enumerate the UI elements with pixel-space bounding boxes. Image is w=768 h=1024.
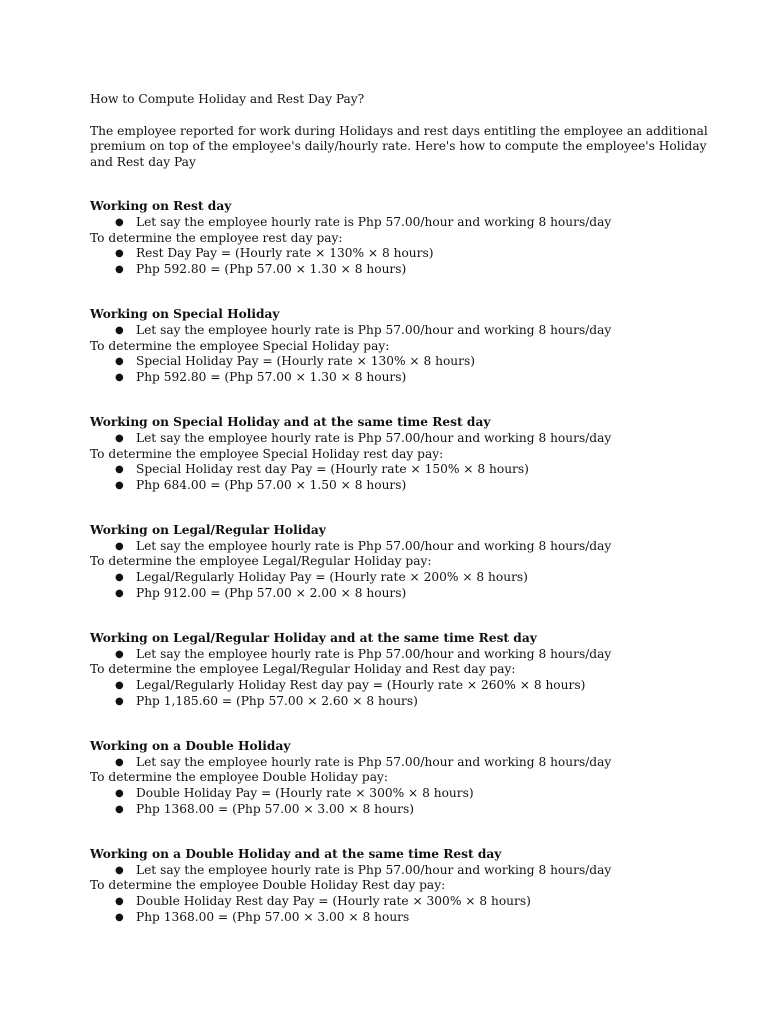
computation-text: Php 912.00 = (Php 57.00 × 2.00 × 8 hours) bbox=[136, 585, 407, 600]
determine-text: To determine the employee Double Holiday pay: bbox=[90, 770, 388, 785]
list-item bbox=[90, 786, 730, 802]
section-heading: Working on a Double Holiday and at the same time Rest day bbox=[90, 847, 502, 862]
assumption-text: Let say the employee hourly rate is Php 57.00/hour and working 8 hours/day bbox=[136, 430, 612, 445]
section-rest-day bbox=[90, 199, 730, 277]
bullet-list bbox=[90, 215, 730, 231]
bullet-icon: ● bbox=[115, 572, 124, 584]
list-item bbox=[90, 694, 730, 710]
formula-text: Double Holiday Rest day Pay = (Hourly rate × 300% × 8 hours) bbox=[136, 893, 531, 908]
document-page bbox=[90, 92, 730, 955]
section-heading: Working on Special Holiday and at the same time Rest day bbox=[90, 415, 491, 430]
bullet-icon: ● bbox=[115, 911, 124, 923]
bullet-list bbox=[90, 647, 730, 663]
determine-text: To determine the employee Special Holiday rest day pay: bbox=[90, 446, 444, 461]
formula-text: Special Holiday rest day Pay = (Hourly rate × 150% × 8 hours) bbox=[136, 462, 529, 477]
bullet-list bbox=[90, 323, 730, 339]
determine-text: To determine the employee Legal/Regular Holiday and Rest day pay: bbox=[90, 662, 516, 677]
list-item bbox=[90, 539, 730, 555]
bullet-list bbox=[90, 354, 730, 385]
computation-text: Php 1,185.60 = (Php 57.00 × 2.60 × 8 hours) bbox=[136, 693, 418, 708]
section-heading: Working on Rest day bbox=[90, 199, 232, 214]
determine-text: To determine the employee Special Holiday pay: bbox=[90, 338, 390, 353]
bullet-icon: ● bbox=[115, 371, 124, 383]
formula-text: Double Holiday Pay = (Hourly rate × 300% × 8 hours) bbox=[136, 786, 474, 800]
assumption-text: Let say the employee hourly rate is Php 57.00/hour and working 8 hours/day bbox=[136, 538, 612, 553]
bullet-list bbox=[90, 786, 730, 817]
bullet-icon: ● bbox=[115, 479, 124, 491]
section-heading: Working on Legal/Regular Holiday bbox=[90, 523, 326, 538]
determine-text: To determine the employee Legal/Regular Holiday pay: bbox=[90, 554, 432, 569]
list-item bbox=[90, 570, 730, 586]
section-special-holiday bbox=[90, 307, 730, 385]
list-item bbox=[90, 215, 730, 231]
section-legal-holiday bbox=[90, 523, 730, 601]
section-heading: Working on Legal/Regular Holiday and at the same time Rest day bbox=[90, 631, 537, 646]
section-legal-holiday-rest-day bbox=[90, 631, 730, 709]
section-double-holiday bbox=[90, 739, 730, 817]
list-item bbox=[90, 354, 730, 370]
list-item bbox=[90, 678, 730, 694]
assumption-text: Let say the employee hourly rate is Php 57.00/hour and working 8 hours/day bbox=[136, 754, 612, 769]
bullet-icon: ● bbox=[115, 803, 124, 815]
bullet-icon: ● bbox=[115, 648, 124, 660]
list-item bbox=[90, 647, 730, 663]
bullet-icon: ● bbox=[115, 788, 124, 799]
list-item bbox=[90, 863, 730, 879]
assumption-text: Let say the employee hourly rate is Php 57.00/hour and working 8 hours/day bbox=[136, 646, 612, 661]
assumption-text: Let say the employee hourly rate is Php 57.00/hour and working 8 hours/day bbox=[136, 862, 612, 877]
bullet-icon: ● bbox=[115, 895, 124, 907]
bullet-icon: ● bbox=[115, 216, 124, 228]
section-heading: Working on Special Holiday bbox=[90, 307, 280, 322]
bullet-icon: ● bbox=[115, 756, 124, 768]
bullet-icon: ● bbox=[115, 587, 124, 599]
section-special-holiday-rest-day bbox=[90, 415, 730, 493]
determine-text: To determine the employee rest day pay: bbox=[90, 230, 343, 245]
determine-text: To determine the employee Double Holiday Rest day pay: bbox=[90, 878, 446, 893]
document-title: How to Compute Holiday and Rest Day Pay? bbox=[90, 92, 365, 106]
list-item bbox=[90, 755, 730, 771]
computation-text: Php 684.00 = (Php 57.00 × 1.50 × 8 hours) bbox=[136, 477, 407, 492]
list-item bbox=[90, 462, 730, 478]
bullet-icon: ● bbox=[115, 248, 124, 260]
bullet-list bbox=[90, 462, 730, 493]
bullet-list bbox=[90, 539, 730, 555]
bullet-list bbox=[90, 894, 730, 925]
bullet-icon: ● bbox=[115, 864, 124, 876]
bullet-icon: ● bbox=[115, 432, 124, 444]
computation-text: Php 1368.00 = (Php 57.00 × 3.00 × 8 hours) bbox=[136, 801, 415, 816]
bullet-icon: ● bbox=[115, 695, 124, 707]
list-item bbox=[90, 262, 730, 278]
list-item bbox=[90, 246, 730, 262]
list-item bbox=[90, 586, 730, 602]
bullet-icon: ● bbox=[115, 680, 124, 692]
bullet-icon: ● bbox=[115, 324, 124, 336]
bullet-icon: ● bbox=[115, 356, 124, 368]
list-item bbox=[90, 478, 730, 494]
list-item bbox=[90, 910, 730, 926]
computation-text: Php 1368.00 = (Php 57.00 × 3.00 × 8 hours bbox=[136, 909, 410, 924]
computation-text: Php 592.80 = (Php 57.00 × 1.30 × 8 hours) bbox=[136, 369, 407, 384]
list-item bbox=[90, 894, 730, 910]
computation-text: Php 592.80 = (Php 57.00 × 1.30 × 8 hours) bbox=[136, 261, 407, 276]
list-item bbox=[90, 802, 730, 818]
bullet-list bbox=[90, 678, 730, 709]
list-item bbox=[90, 431, 730, 447]
formula-text: Special Holiday Pay = (Hourly rate × 130% × 8 hours) bbox=[136, 354, 475, 369]
section-double-holiday-rest-day bbox=[90, 847, 730, 925]
assumption-text: Let say the employee hourly rate is Php 57.00/hour and working 8 hours/day bbox=[136, 214, 612, 229]
bullet-icon: ● bbox=[115, 263, 124, 275]
bullet-list bbox=[90, 431, 730, 447]
bullet-list bbox=[90, 755, 730, 771]
list-item bbox=[90, 370, 730, 386]
section-heading: Working on a Double Holiday bbox=[90, 739, 291, 754]
bullet-list bbox=[90, 863, 730, 879]
intro-paragraph: The employee reported for work during Holidays and rest days entitling the employee an additional premium on top of the employee's daily/hourly rate. Here's how to compute the employee's Holiday and Rest day Pay bbox=[90, 123, 708, 169]
bullet-list bbox=[90, 246, 730, 277]
assumption-text: Let say the employee hourly rate is Php 57.00/hour and working 8 hours/day bbox=[136, 322, 612, 337]
bullet-icon: ● bbox=[115, 540, 124, 552]
formula-text: Legal/Regularly Holiday Rest day pay = (Hourly rate × 260% × 8 hours) bbox=[136, 678, 586, 693]
list-item bbox=[90, 323, 730, 339]
formula-text: Rest Day Pay = (Hourly rate × 130% × 8 hours) bbox=[136, 246, 434, 261]
bullet-list bbox=[90, 570, 730, 601]
bullet-icon: ● bbox=[115, 464, 124, 476]
formula-text: Legal/Regularly Holiday Pay = (Hourly rate × 200% × 8 hours) bbox=[136, 570, 528, 585]
